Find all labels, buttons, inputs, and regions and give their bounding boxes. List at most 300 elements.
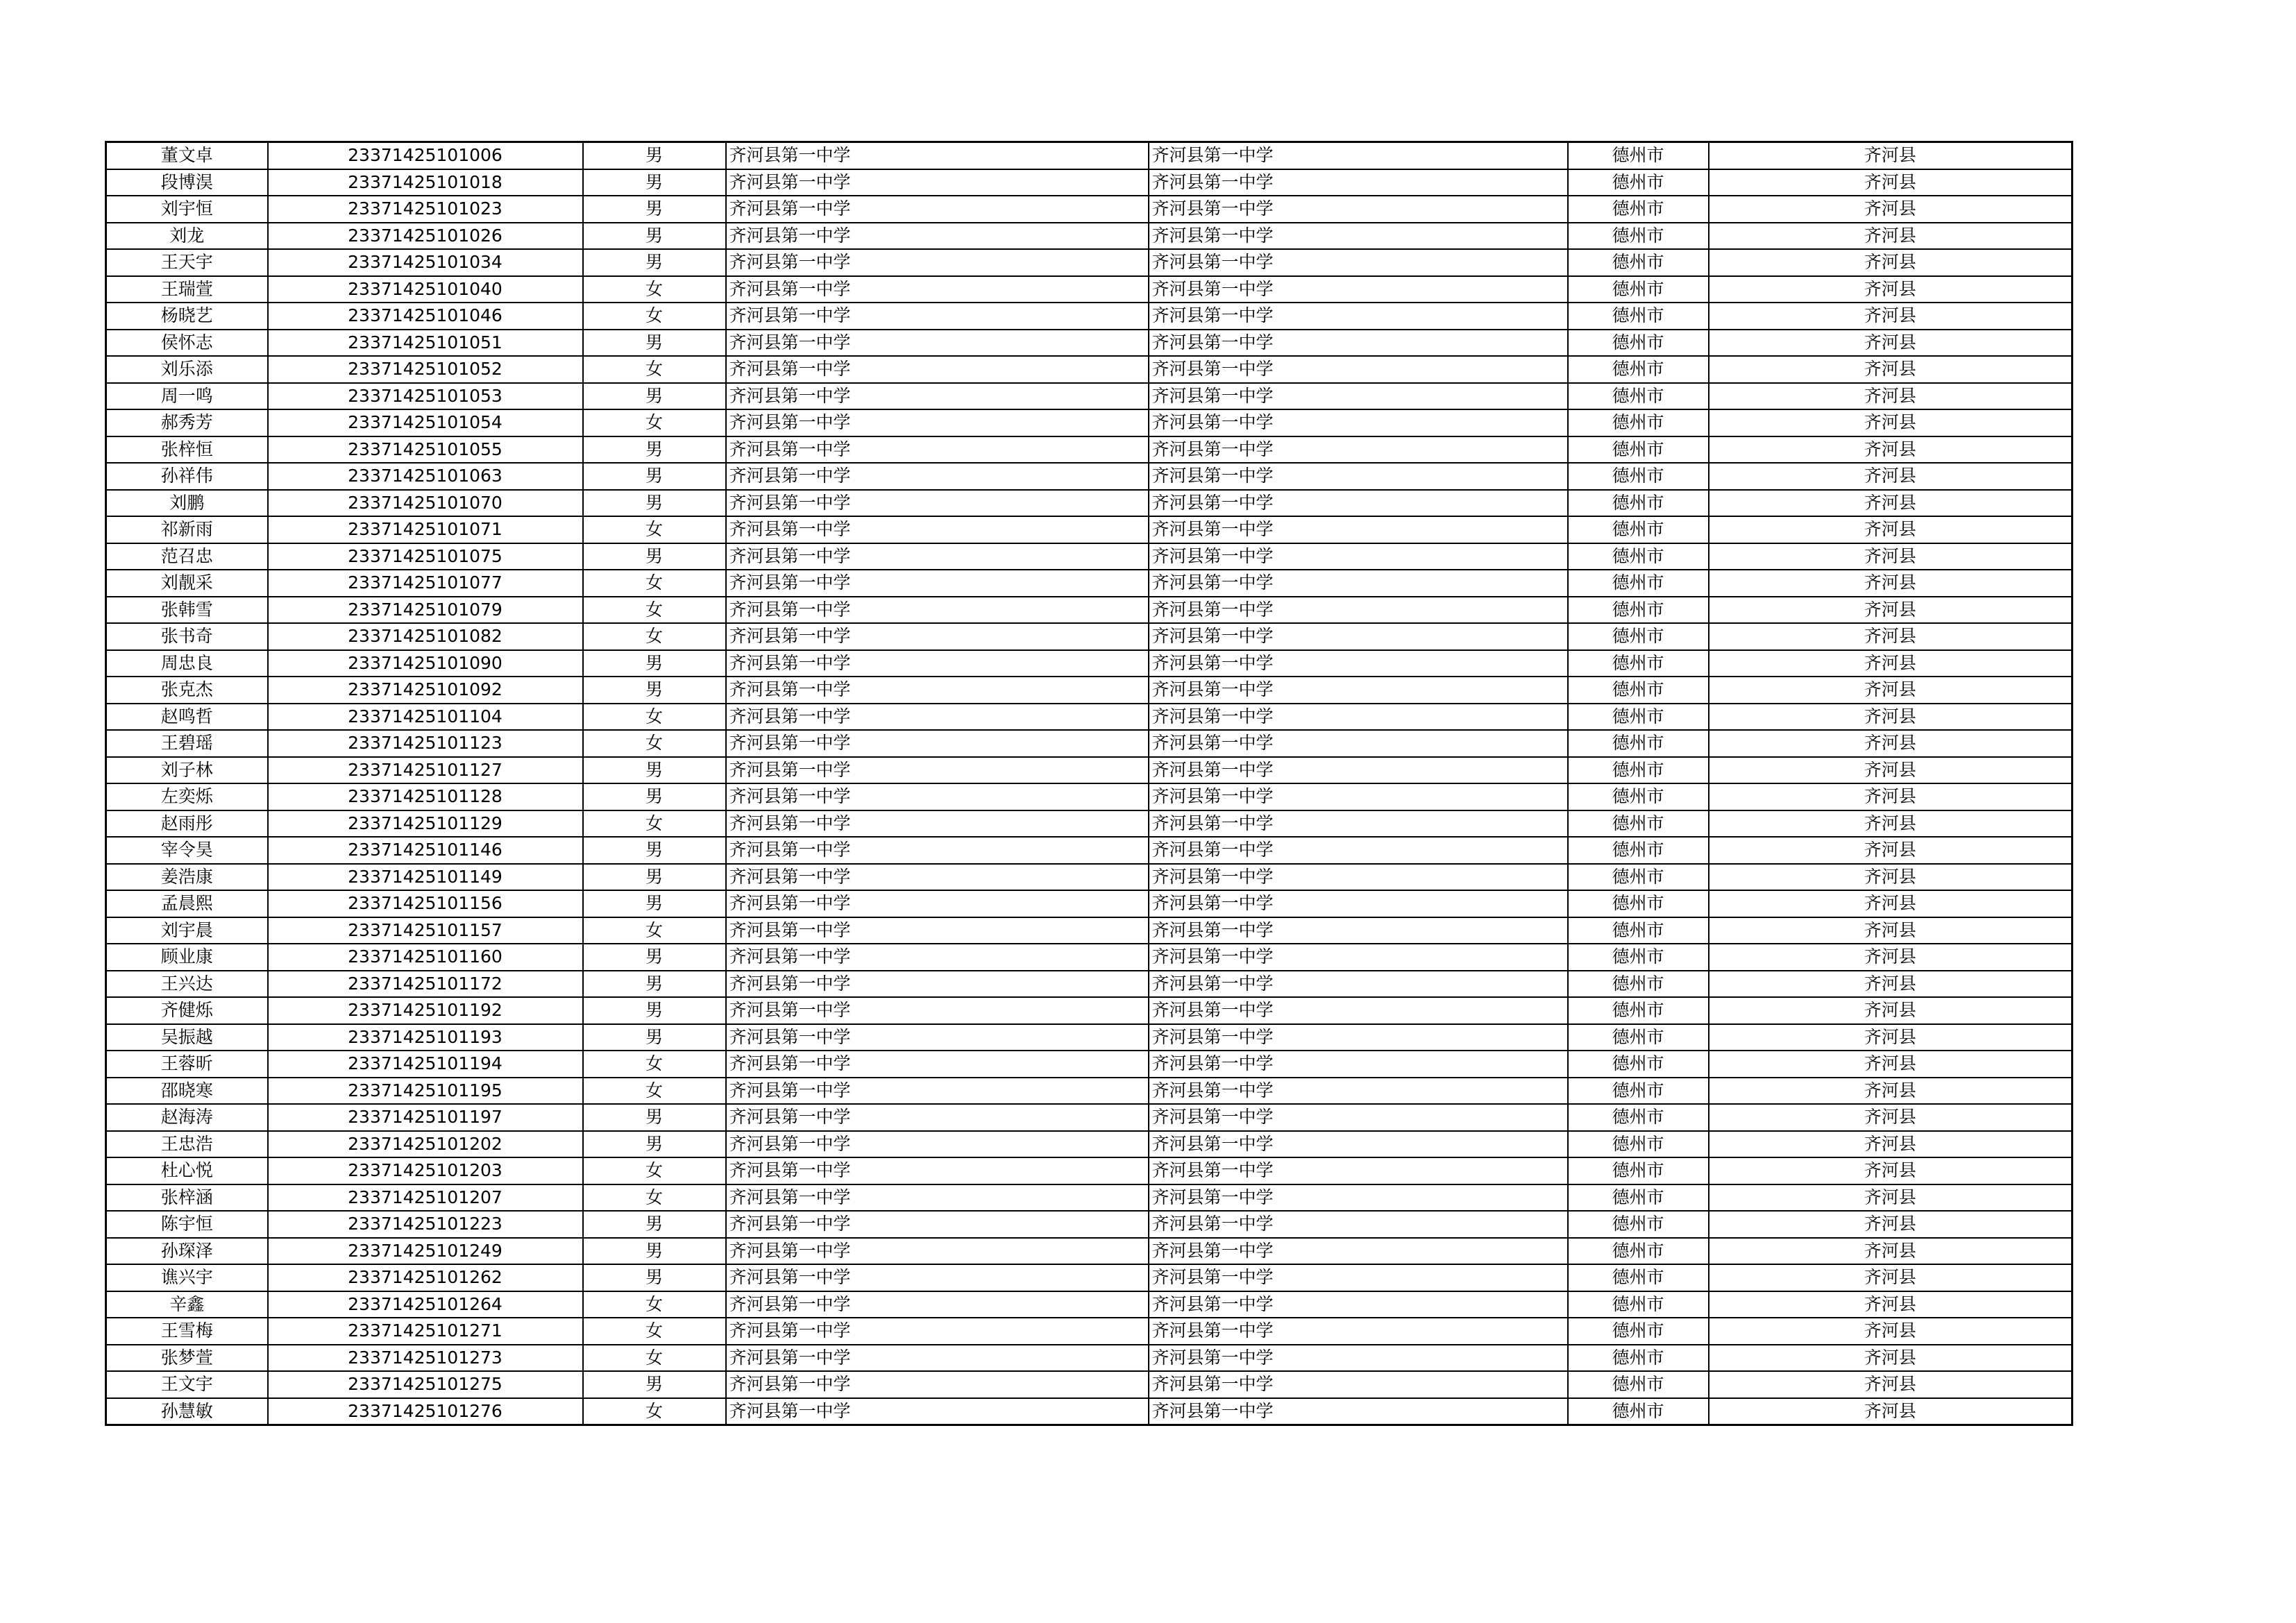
exam-site-cell: 齐河县第一中学	[1149, 757, 1568, 784]
gender-cell: 男	[583, 837, 726, 864]
exam-number-cell: 23371425101123	[268, 730, 583, 757]
county-cell: 齐河县	[1709, 196, 2073, 223]
gender-cell: 男	[583, 142, 726, 169]
table-row	[106, 463, 2073, 490]
table-row	[106, 917, 2073, 944]
student-name-cell: 赵雨彤	[106, 810, 268, 838]
county-cell: 齐河县	[1709, 1157, 2073, 1184]
school-cell: 齐河县第一中学	[726, 330, 1149, 357]
exam-site-cell: 齐河县第一中学	[1149, 944, 1568, 971]
student-name-cell: 王蓉昕	[106, 1051, 268, 1078]
student-name-cell: 陈宇恒	[106, 1211, 268, 1238]
table-row	[106, 890, 2073, 917]
school-cell: 齐河县第一中学	[726, 997, 1149, 1024]
exam-site-cell: 齐河县第一中学	[1149, 330, 1568, 357]
gender-cell: 女	[583, 570, 726, 597]
gender-cell: 女	[583, 409, 726, 436]
school-cell: 齐河县第一中学	[726, 356, 1149, 383]
student-name-cell: 孙琛泽	[106, 1238, 268, 1265]
table-row	[106, 276, 2073, 303]
school-cell: 齐河县第一中学	[726, 169, 1149, 196]
county-cell: 齐河县	[1709, 463, 2073, 490]
exam-number-cell: 23371425101197	[268, 1104, 583, 1131]
county-cell: 齐河县	[1709, 597, 2073, 624]
table-row	[106, 223, 2073, 250]
exam-number-cell: 23371425101195	[268, 1078, 583, 1105]
city-cell: 德州市	[1568, 409, 1709, 436]
table-row	[106, 169, 2073, 196]
exam-site-cell: 齐河县第一中学	[1149, 917, 1568, 944]
gender-cell: 男	[583, 890, 726, 917]
county-cell: 齐河县	[1709, 1131, 2073, 1158]
student-name-cell: 姜浩康	[106, 864, 268, 891]
exam-number-cell: 23371425101082	[268, 623, 583, 650]
city-cell: 德州市	[1568, 1131, 1709, 1158]
exam-site-cell: 齐河县第一中学	[1149, 1157, 1568, 1184]
county-cell: 齐河县	[1709, 1211, 2073, 1238]
exam-number-cell: 23371425101193	[268, 1024, 583, 1051]
exam-number-cell: 23371425101207	[268, 1184, 583, 1212]
table-row	[106, 1398, 2073, 1425]
city-cell: 德州市	[1568, 1104, 1709, 1131]
exam-number-cell: 23371425101040	[268, 276, 583, 303]
school-cell: 齐河县第一中学	[726, 490, 1149, 517]
table-row	[106, 196, 2073, 223]
exam-site-cell: 齐河县第一中学	[1149, 142, 1568, 169]
student-name-cell: 辛鑫	[106, 1291, 268, 1318]
student-name-cell: 杨晓艺	[106, 303, 268, 330]
exam-number-cell: 23371425101006	[268, 142, 583, 169]
city-cell: 德州市	[1568, 249, 1709, 276]
exam-number-cell: 23371425101051	[268, 330, 583, 357]
exam-number-cell: 23371425101104	[268, 704, 583, 731]
exam-site-cell: 齐河县第一中学	[1149, 516, 1568, 543]
school-cell: 齐河县第一中学	[726, 1264, 1149, 1291]
county-cell: 齐河县	[1709, 623, 2073, 650]
county-cell: 齐河县	[1709, 169, 2073, 196]
gender-cell: 男	[583, 463, 726, 490]
gender-cell: 女	[583, 356, 726, 383]
county-cell: 齐河县	[1709, 971, 2073, 998]
school-cell: 齐河县第一中学	[726, 1371, 1149, 1398]
county-cell: 齐河县	[1709, 1398, 2073, 1425]
county-cell: 齐河县	[1709, 303, 2073, 330]
city-cell: 德州市	[1568, 890, 1709, 917]
exam-site-cell: 齐河县第一中学	[1149, 971, 1568, 998]
exam-site-cell: 齐河县第一中学	[1149, 1051, 1568, 1078]
city-cell: 德州市	[1568, 971, 1709, 998]
county-cell: 齐河县	[1709, 1264, 2073, 1291]
student-name-cell: 刘鹏	[106, 490, 268, 517]
gender-cell: 女	[583, 1318, 726, 1345]
exam-number-cell: 23371425101034	[268, 249, 583, 276]
county-cell: 齐河县	[1709, 1078, 2073, 1105]
gender-cell: 女	[583, 1157, 726, 1184]
table-row	[106, 623, 2073, 650]
exam-number-cell: 23371425101275	[268, 1371, 583, 1398]
exam-site-cell: 齐河县第一中学	[1149, 276, 1568, 303]
student-name-cell: 刘龙	[106, 223, 268, 250]
city-cell: 德州市	[1568, 650, 1709, 677]
school-cell: 齐河县第一中学	[726, 650, 1149, 677]
county-cell: 齐河县	[1709, 944, 2073, 971]
exam-site-cell: 齐河县第一中学	[1149, 1024, 1568, 1051]
exam-number-cell: 23371425101128	[268, 783, 583, 810]
county-cell: 齐河县	[1709, 383, 2073, 410]
exam-number-cell: 23371425101276	[268, 1398, 583, 1425]
county-cell: 齐河县	[1709, 1184, 2073, 1212]
student-name-cell: 祁新雨	[106, 516, 268, 543]
exam-site-cell: 齐河县第一中学	[1149, 650, 1568, 677]
city-cell: 德州市	[1568, 623, 1709, 650]
city-cell: 德州市	[1568, 436, 1709, 464]
school-cell: 齐河县第一中学	[726, 303, 1149, 330]
student-name-cell: 郝秀芳	[106, 409, 268, 436]
table-row	[106, 330, 2073, 357]
student-name-cell: 宰令昊	[106, 837, 268, 864]
gender-cell: 男	[583, 249, 726, 276]
gender-cell: 男	[583, 543, 726, 570]
student-name-cell: 范召忠	[106, 543, 268, 570]
exam-site-cell: 齐河县第一中学	[1149, 597, 1568, 624]
table-row	[106, 837, 2073, 864]
exam-number-cell: 23371425101070	[268, 490, 583, 517]
school-cell: 齐河县第一中学	[726, 383, 1149, 410]
city-cell: 德州市	[1568, 196, 1709, 223]
county-cell: 齐河县	[1709, 276, 2073, 303]
gender-cell: 男	[583, 1131, 726, 1158]
county-cell: 齐河县	[1709, 997, 2073, 1024]
school-cell: 齐河县第一中学	[726, 677, 1149, 704]
student-name-cell: 刘乐添	[106, 356, 268, 383]
school-cell: 齐河县第一中学	[726, 570, 1149, 597]
county-cell: 齐河县	[1709, 516, 2073, 543]
gender-cell: 男	[583, 677, 726, 704]
table-row	[106, 1157, 2073, 1184]
county-cell: 齐河县	[1709, 356, 2073, 383]
school-cell: 齐河县第一中学	[726, 249, 1149, 276]
school-cell: 齐河县第一中学	[726, 757, 1149, 784]
student-name-cell: 孙慧敏	[106, 1398, 268, 1425]
table-row	[106, 1318, 2073, 1345]
exam-site-cell: 齐河县第一中学	[1149, 1131, 1568, 1158]
exam-number-cell: 23371425101172	[268, 971, 583, 998]
table-row	[106, 1184, 2073, 1212]
exam-site-cell: 齐河县第一中学	[1149, 1238, 1568, 1265]
table-row	[106, 570, 2073, 597]
county-cell: 齐河县	[1709, 837, 2073, 864]
school-cell: 齐河县第一中学	[726, 730, 1149, 757]
county-cell: 齐河县	[1709, 570, 2073, 597]
gender-cell: 女	[583, 623, 726, 650]
student-name-cell: 王碧瑶	[106, 730, 268, 757]
city-cell: 德州市	[1568, 490, 1709, 517]
exam-number-cell: 23371425101202	[268, 1131, 583, 1158]
student-name-cell: 赵海涛	[106, 1104, 268, 1131]
student-name-cell: 张书奇	[106, 623, 268, 650]
gender-cell: 女	[583, 597, 726, 624]
exam-site-cell: 齐河县第一中学	[1149, 436, 1568, 464]
school-cell: 齐河县第一中学	[726, 944, 1149, 971]
exam-site-cell: 齐河县第一中学	[1149, 1318, 1568, 1345]
table-row	[106, 383, 2073, 410]
county-cell: 齐河县	[1709, 490, 2073, 517]
exam-number-cell: 23371425101026	[268, 223, 583, 250]
student-name-cell: 左奕烁	[106, 783, 268, 810]
school-cell: 齐河县第一中学	[726, 1078, 1149, 1105]
school-cell: 齐河县第一中学	[726, 1024, 1149, 1051]
exam-site-cell: 齐河县第一中学	[1149, 1104, 1568, 1131]
school-cell: 齐河县第一中学	[726, 409, 1149, 436]
county-cell: 齐河县	[1709, 1024, 2073, 1051]
student-name-cell: 杜心悦	[106, 1157, 268, 1184]
exam-site-cell: 齐河县第一中学	[1149, 1345, 1568, 1372]
gender-cell: 女	[583, 1291, 726, 1318]
gender-cell: 女	[583, 303, 726, 330]
county-cell: 齐河县	[1709, 1318, 2073, 1345]
exam-site-cell: 齐河县第一中学	[1149, 169, 1568, 196]
gender-cell: 男	[583, 1264, 726, 1291]
exam-site-cell: 齐河县第一中学	[1149, 837, 1568, 864]
county-cell: 齐河县	[1709, 409, 2073, 436]
student-name-cell: 张梓恒	[106, 436, 268, 464]
city-cell: 德州市	[1568, 864, 1709, 891]
table-row	[106, 730, 2073, 757]
city-cell: 德州市	[1568, 303, 1709, 330]
school-cell: 齐河县第一中学	[726, 1398, 1149, 1425]
table-row	[106, 971, 2073, 998]
student-name-cell: 段博淏	[106, 169, 268, 196]
exam-number-cell: 23371425101075	[268, 543, 583, 570]
table-row	[106, 356, 2073, 383]
exam-site-cell: 齐河县第一中学	[1149, 1264, 1568, 1291]
student-name-cell: 王瑞萱	[106, 276, 268, 303]
student-name-cell: 谯兴宇	[106, 1264, 268, 1291]
gender-cell: 男	[583, 490, 726, 517]
exam-site-cell: 齐河县第一中学	[1149, 783, 1568, 810]
table-row	[106, 650, 2073, 677]
county-cell: 齐河县	[1709, 436, 2073, 464]
gender-cell: 女	[583, 1398, 726, 1425]
student-name-cell: 邵晓寒	[106, 1078, 268, 1105]
exam-site-cell: 齐河县第一中学	[1149, 1184, 1568, 1212]
exam-site-cell: 齐河县第一中学	[1149, 223, 1568, 250]
table-row	[106, 436, 2073, 464]
table-row	[106, 757, 2073, 784]
gender-cell: 男	[583, 783, 726, 810]
county-cell: 齐河县	[1709, 730, 2073, 757]
exam-number-cell: 23371425101160	[268, 944, 583, 971]
county-cell: 齐河县	[1709, 1051, 2073, 1078]
student-name-cell: 孙祥伟	[106, 463, 268, 490]
exam-number-cell: 23371425101077	[268, 570, 583, 597]
city-cell: 德州市	[1568, 917, 1709, 944]
exam-site-cell: 齐河县第一中学	[1149, 490, 1568, 517]
county-cell: 齐河县	[1709, 1371, 2073, 1398]
city-cell: 德州市	[1568, 276, 1709, 303]
gender-cell: 男	[583, 1104, 726, 1131]
table-row	[106, 543, 2073, 570]
exam-site-cell: 齐河县第一中学	[1149, 196, 1568, 223]
school-cell: 齐河县第一中学	[726, 704, 1149, 731]
table-row	[106, 1264, 2073, 1291]
gender-cell: 女	[583, 704, 726, 731]
county-cell: 齐河县	[1709, 142, 2073, 169]
city-cell: 德州市	[1568, 1318, 1709, 1345]
county-cell: 齐河县	[1709, 810, 2073, 838]
gender-cell: 女	[583, 730, 726, 757]
city-cell: 德州市	[1568, 223, 1709, 250]
exam-number-cell: 23371425101071	[268, 516, 583, 543]
county-cell: 齐河县	[1709, 1345, 2073, 1372]
table-row	[106, 516, 2073, 543]
exam-number-cell: 23371425101054	[268, 409, 583, 436]
exam-number-cell: 23371425101149	[268, 864, 583, 891]
student-name-cell: 王忠浩	[106, 1131, 268, 1158]
school-cell: 齐河县第一中学	[726, 1291, 1149, 1318]
city-cell: 德州市	[1568, 516, 1709, 543]
city-cell: 德州市	[1568, 1184, 1709, 1212]
exam-number-cell: 23371425101063	[268, 463, 583, 490]
exam-site-cell: 齐河县第一中学	[1149, 1211, 1568, 1238]
city-cell: 德州市	[1568, 810, 1709, 838]
city-cell: 德州市	[1568, 543, 1709, 570]
exam-site-cell: 齐河县第一中学	[1149, 730, 1568, 757]
student-name-cell: 齐健烁	[106, 997, 268, 1024]
exam-site-cell: 齐河县第一中学	[1149, 890, 1568, 917]
city-cell: 德州市	[1568, 1291, 1709, 1318]
city-cell: 德州市	[1568, 463, 1709, 490]
city-cell: 德州市	[1568, 944, 1709, 971]
county-cell: 齐河县	[1709, 890, 2073, 917]
table-row	[106, 490, 2073, 517]
school-cell: 齐河县第一中学	[726, 917, 1149, 944]
table-row	[106, 1104, 2073, 1131]
table-row	[106, 997, 2073, 1024]
table-row	[106, 944, 2073, 971]
exam-number-cell: 23371425101157	[268, 917, 583, 944]
gender-cell: 男	[583, 1238, 726, 1265]
city-cell: 德州市	[1568, 704, 1709, 731]
exam-number-cell: 23371425101052	[268, 356, 583, 383]
school-cell: 齐河县第一中学	[726, 837, 1149, 864]
exam-site-cell: 齐河县第一中学	[1149, 677, 1568, 704]
school-cell: 齐河县第一中学	[726, 516, 1149, 543]
exam-site-cell: 齐河县第一中学	[1149, 249, 1568, 276]
exam-number-cell: 23371425101271	[268, 1318, 583, 1345]
table-row	[106, 1345, 2073, 1372]
table-row	[106, 249, 2073, 276]
county-cell: 齐河县	[1709, 330, 2073, 357]
county-cell: 齐河县	[1709, 783, 2073, 810]
table-row	[106, 704, 2073, 731]
student-name-cell: 周忠良	[106, 650, 268, 677]
county-cell: 齐河县	[1709, 1104, 2073, 1131]
county-cell: 齐河县	[1709, 917, 2073, 944]
city-cell: 德州市	[1568, 1264, 1709, 1291]
gender-cell: 男	[583, 436, 726, 464]
school-cell: 齐河县第一中学	[726, 223, 1149, 250]
table-row	[106, 677, 2073, 704]
school-cell: 齐河县第一中学	[726, 810, 1149, 838]
student-name-cell: 董文卓	[106, 142, 268, 169]
gender-cell: 男	[583, 1211, 726, 1238]
exam-site-cell: 齐河县第一中学	[1149, 810, 1568, 838]
school-cell: 齐河县第一中学	[726, 1318, 1149, 1345]
school-cell: 齐河县第一中学	[726, 1051, 1149, 1078]
exam-number-cell: 23371425101055	[268, 436, 583, 464]
school-cell: 齐河县第一中学	[726, 1238, 1149, 1265]
exam-site-cell: 齐河县第一中学	[1149, 570, 1568, 597]
table-row	[106, 303, 2073, 330]
exam-number-cell: 23371425101249	[268, 1238, 583, 1265]
table-row	[106, 1131, 2073, 1158]
exam-number-cell: 23371425101092	[268, 677, 583, 704]
student-name-cell: 王雪梅	[106, 1318, 268, 1345]
table-row	[106, 142, 2073, 169]
exam-number-cell: 23371425101203	[268, 1157, 583, 1184]
gender-cell: 女	[583, 276, 726, 303]
exam-number-cell: 23371425101129	[268, 810, 583, 838]
exam-number-cell: 23371425101156	[268, 890, 583, 917]
table-row	[106, 864, 2073, 891]
table-row	[106, 1078, 2073, 1105]
school-cell: 齐河县第一中学	[726, 436, 1149, 464]
city-cell: 德州市	[1568, 837, 1709, 864]
gender-cell: 男	[583, 864, 726, 891]
gender-cell: 男	[583, 330, 726, 357]
gender-cell: 男	[583, 650, 726, 677]
student-name-cell: 张梦萱	[106, 1345, 268, 1372]
city-cell: 德州市	[1568, 1211, 1709, 1238]
city-cell: 德州市	[1568, 997, 1709, 1024]
county-cell: 齐河县	[1709, 1291, 2073, 1318]
student-name-cell: 张梓涵	[106, 1184, 268, 1212]
exam-site-cell: 齐河县第一中学	[1149, 543, 1568, 570]
city-cell: 德州市	[1568, 1078, 1709, 1105]
student-name-cell: 侯怀志	[106, 330, 268, 357]
exam-number-cell: 23371425101262	[268, 1264, 583, 1291]
table-row	[106, 1211, 2073, 1238]
exam-number-cell: 23371425101127	[268, 757, 583, 784]
table-row	[106, 783, 2073, 810]
city-cell: 德州市	[1568, 1345, 1709, 1372]
exam-site-cell: 齐河县第一中学	[1149, 409, 1568, 436]
school-cell: 齐河县第一中学	[726, 597, 1149, 624]
exam-number-cell: 23371425101264	[268, 1291, 583, 1318]
school-cell: 齐河县第一中学	[726, 1211, 1149, 1238]
gender-cell: 女	[583, 917, 726, 944]
county-cell: 齐河县	[1709, 677, 2073, 704]
gender-cell: 男	[583, 1371, 726, 1398]
city-cell: 德州市	[1568, 1024, 1709, 1051]
exam-site-cell: 齐河县第一中学	[1149, 1078, 1568, 1105]
gender-cell: 女	[583, 516, 726, 543]
gender-cell: 女	[583, 810, 726, 838]
city-cell: 德州市	[1568, 597, 1709, 624]
county-cell: 齐河县	[1709, 864, 2073, 891]
gender-cell: 女	[583, 1051, 726, 1078]
city-cell: 德州市	[1568, 1157, 1709, 1184]
gender-cell: 女	[583, 1078, 726, 1105]
table-row	[106, 1051, 2073, 1078]
city-cell: 德州市	[1568, 383, 1709, 410]
exam-site-cell: 齐河县第一中学	[1149, 303, 1568, 330]
student-name-cell: 孟晨熙	[106, 890, 268, 917]
table-body	[106, 142, 2073, 1425]
school-cell: 齐河县第一中学	[726, 623, 1149, 650]
gender-cell: 女	[583, 1184, 726, 1212]
